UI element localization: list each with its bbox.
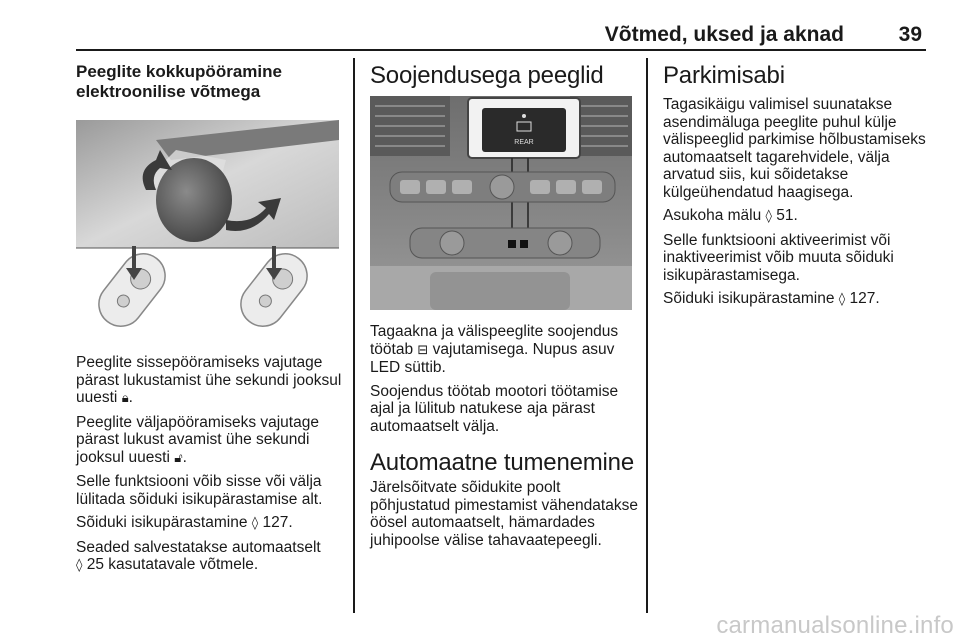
paragraph-auto-dimming: Järelsõitvate sõidukite poolt põhjustatud pimestamist vähendatakse öösel automaatselt, hämardades juhipoolse välise tahavaatepeegli.: [370, 479, 638, 549]
paragraph-fold-out: Peeglite väljapööramiseks vajutage pärast lukust avamist ühe sekundi jooksul uuesti 🔓︎.: [76, 413, 319, 466]
section-heading-folding: Peeglite kokkupööramine elektroonilise võtmega: [76, 62, 282, 101]
paragraph-personalization-ref: Sõiduki isikupärastamine ◊ 127.: [663, 290, 880, 307]
rear-button-label: REAR: [514, 139, 534, 146]
page-reference-icon: ◊: [76, 558, 83, 573]
paragraph-settings-saved: Seaded salvestatakse automaatselt ◊ 25 kasutatavale võtmele.: [76, 538, 321, 573]
section-heading-heated: Soojendusega peeglid: [370, 62, 604, 89]
paragraph-heating-button: Tagaakna ja välispeeglite soojendus töötab ⊟ vajutamisega. Nupus asuv LED süttib.: [370, 323, 619, 376]
mirror-key-illustration: [76, 120, 339, 336]
unlock-icon: 🔓︎: [174, 450, 183, 466]
column-parking-assist: [663, 62, 931, 315]
section-heading-auto-dimming: Automaatne tumenemine: [370, 449, 634, 476]
page-reference-icon: ◊: [838, 292, 846, 307]
paragraph-activation: Selle funktsiooni aktiveerimist või inaktiveerimist võib muuta sõiduki isikupärastamisega.: [663, 231, 894, 284]
page-number: 39: [898, 23, 922, 46]
watermark-url: carmanualsonline.info: [716, 612, 954, 639]
page-reference-icon: ◊: [251, 516, 259, 531]
header-rule: [76, 49, 926, 51]
paragraph-personalization-toggle: Selle funktsiooni võib sisse või välja lülitada sõiduki isikupärastamise alt.: [76, 473, 323, 508]
column-mirror-folding: [76, 62, 344, 581]
paragraph-fold-in: Peeglite sissepööramiseks vajutage pärast lukustamist ühe sekundi jooksul uuesti 🔒︎.: [76, 354, 342, 406]
section-heading-parking: Parkimisabi: [663, 62, 785, 89]
column-divider-right: [646, 58, 648, 613]
column-divider-left: [353, 58, 355, 613]
page-header: [76, 0, 926, 48]
chapter-title: Võtmed, uksed ja aknad: [604, 23, 844, 46]
lock-icon: 🔒︎: [121, 391, 129, 406]
rear-window-heating-icon: ⊟: [417, 342, 429, 358]
column-heated-mirrors: [370, 62, 640, 555]
paragraph-heating-auto-off: Soojendus töötab mootori töötamise ajal ja lülitub natukese aja pärast automaatselt välja.: [370, 382, 619, 435]
paragraph-memory-ref: Asukoha mälu ◊ 51.: [663, 207, 798, 224]
paragraph-personalization-ref: Sõiduki isikupärastamine ◊ 127.: [76, 514, 293, 531]
dashboard-console-illustration: [370, 96, 632, 310]
paragraph-reverse-gear: Tagasikäigu valimisel suunatakse asendimäluga peeglite puhul külje välispeeglid parkimise hõlbustamiseks automaatselt tagarehvidele, välja arvatud siis, kui sõidetakse külgeühendatud haagisega.: [663, 96, 926, 201]
page-reference-icon: ◊: [765, 209, 772, 224]
